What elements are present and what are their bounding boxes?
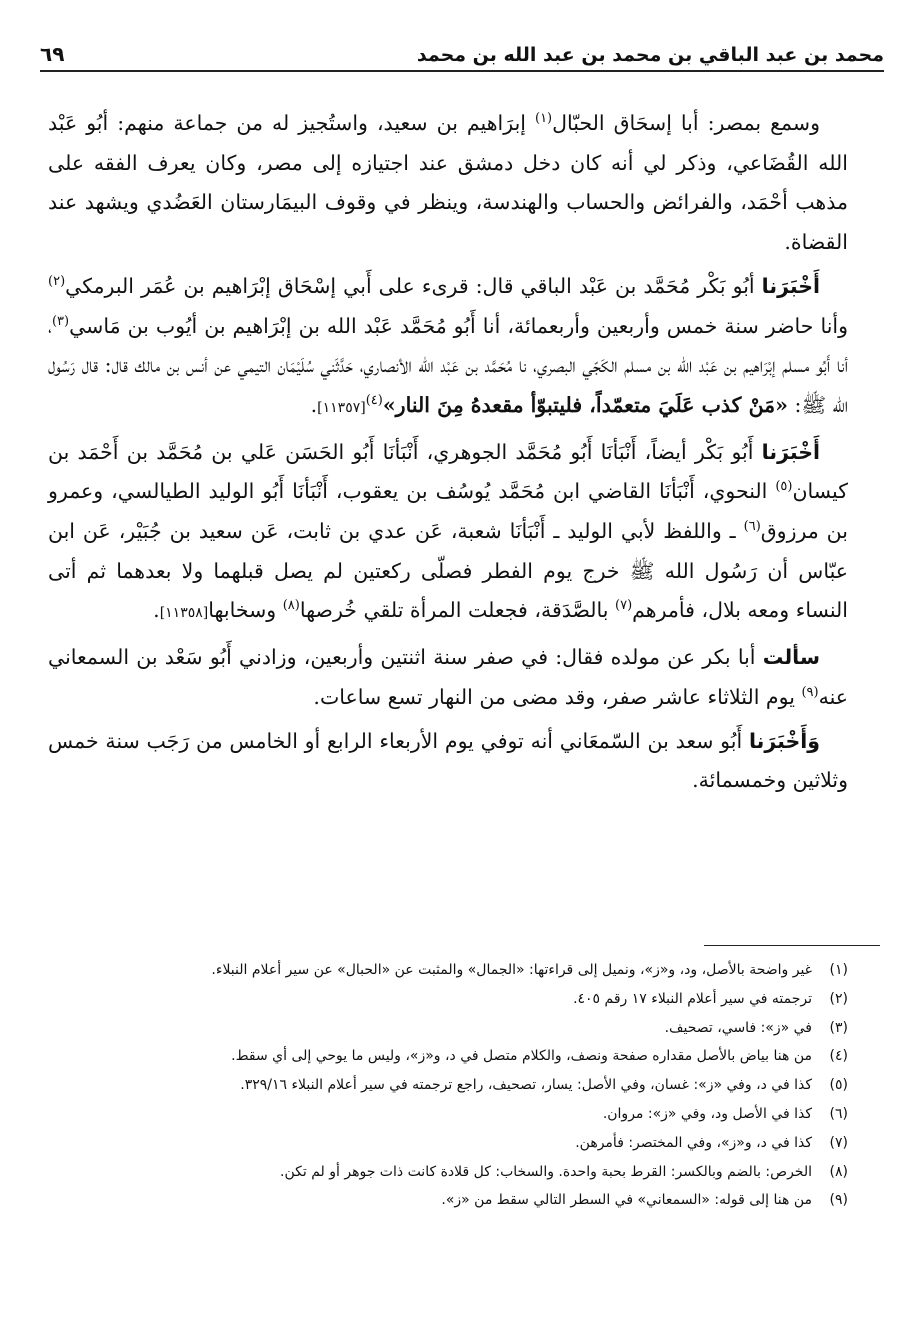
footnote [60, 1158, 848, 1187]
page-number: ٦٩ [40, 42, 65, 66]
paragraph-lead-word: سألت [762, 645, 821, 670]
footnote-marker: (١) [534, 111, 553, 127]
paragraph-1 [48, 104, 848, 263]
paragraph-5 [48, 722, 848, 801]
paragraph-3 [48, 433, 848, 635]
footnote-text: كذا في د، و«ز»، وفي المختصر: فأمرهن. [575, 1134, 812, 1151]
paragraph-text: إبرَاهيم بن سعيد، واستُجيز له من جماعة منهم: أبُو عَبْد الله القُضَاعي، وذكر لي أنه كان دخل دمشق عند اجتيازه إلى مصر، وكان يعرف الفقه على مذهب أحْمَد، والفرائض والحساب والهندسة، وينظر في وقوف البيمَارستان العَضُدي ويشهد عند القضاة. [48, 111, 848, 255]
footnote-text: في «ز»: فاسي، تصحيف. [664, 1019, 812, 1036]
paragraph-text: ـ واللفظ لأبي الوليد ـ أَنْبَأنَا شعبة، عَن عدي بن ثابت، عَن سعيد بن جُبَيْر، عَن ابن عبّاس أن رَسُول الله ﷺ خرج يوم الفطر فصلّى ركعتين لم يصل قبلهما ولا بعدهما ثم أتى النساء ومعه بلال، فأمرهم [48, 519, 848, 623]
footnote-number: (٢) [829, 990, 848, 1007]
footnote-number: (٣) [829, 1019, 848, 1036]
paragraph-end: . [310, 392, 318, 417]
footnotes [60, 956, 848, 1215]
footnote-text: ترجمته في سير أعلام النبلاء ١٧ رقم ٤٠٥. [573, 990, 812, 1007]
footnote-marker: (٧) [615, 598, 633, 614]
footnote-text: غير واضحة بالأصل، ود، و«ز»، ونميل إلى قراءتها: «الجمال» والمثبت عن «الحبال» عن سير أعلام النبلاء. [211, 962, 812, 978]
footnote-number: (٧) [829, 1134, 848, 1151]
footnote-marker: (٨) [282, 598, 300, 614]
footnote-number: (٦) [829, 1105, 848, 1122]
paragraph-text: وسخابها [208, 598, 283, 623]
footnote [60, 956, 848, 985]
paragraph-text: النحوي، أَنْبَأنَا القاضي ابن مُحَمَّد يُوسُف بن يعقوب، أَنْبَأنَا أَبُو الوليد الطيالسي، وعمرو بن مرزوق [48, 479, 848, 544]
footnote [60, 1100, 848, 1129]
footnote-text: كذا في الأصل ود، وفي «ز»: مروان. [602, 1105, 812, 1122]
footnote-number: (٥) [829, 1077, 848, 1094]
footnote-marker: (٩) [801, 685, 819, 701]
footnote-text: من هنا إلى قوله: «السمعاني» في السطر التالي سقط من «ز». [441, 1192, 812, 1209]
hadith-number: [١١٣٥٧] [317, 399, 366, 416]
footnote-text: الخرص: بالضم وبالكسر: القرط بحبة واحدة. والسخاب: كل قلادة كانت ذات جوهر أو لم تكن. [280, 1163, 812, 1180]
main-text [48, 104, 848, 805]
footnote-marker: (٥) [775, 479, 793, 495]
paragraph-lead-word: وَأَخْبَرَنا [748, 728, 820, 753]
footnote-divider [704, 945, 880, 946]
paragraph-4 [48, 638, 848, 717]
footnote-number: (٩) [829, 1192, 848, 1209]
footnote [60, 985, 848, 1014]
paragraph-end: . [153, 598, 160, 623]
footnote-marker: (٤) [365, 393, 383, 409]
hadith-number: [١١٣٥٨] [159, 605, 209, 622]
footnote-number: (٤) [829, 1048, 848, 1065]
paragraph-text: أبُو بَكْر مُحَمَّد بن عَبْد الباقي قال: قرىء على أَبي إسْحَاق إبْرَاهيم بن عُمَر البرمكي [65, 273, 762, 298]
paragraph-lead-word: أَخْبَرَنا [761, 439, 820, 464]
footnote [60, 1014, 848, 1043]
footnote [60, 1129, 848, 1158]
paragraph-text: أَبُو سعد بن السّمعَاني أنه توفي يوم الأربعاء الرابع أو الخامس من رَجَب سنة خمس وثلاثين وخمسمائة. [48, 728, 848, 793]
paragraph-lead-word: أَخْبَرَنا [761, 273, 820, 298]
footnote-marker: (٦) [743, 519, 761, 535]
footnote-marker: (٣) [51, 313, 70, 329]
footnote-number: (٨) [829, 1163, 848, 1180]
footnote-text: من هنا بياض بالأصل مقداره صفحة ونصف، والكلام متصل في د، و«ز»، وليس ما يوحي إلى أي سقط. [231, 1048, 812, 1065]
paragraph-text: أبا بكر عن مولده فقال: في صفر سنة اثنتين وأربعين، وزادني أَبُو سَعْد بن السمعاني عنه [48, 645, 848, 709]
footnote-text: كذا في د، وفي «ز»: غسان، وفي الأصل: يسار، تصحيف، راجع ترجمته في سير أعلام النبلاء ٣٢٩/١٦. [240, 1077, 812, 1094]
running-title: محمد بن عبد الباقي بن محمد بن عبد الله بن محمد [416, 44, 884, 66]
footnote [60, 1186, 848, 1215]
paragraph-text: وسمع بمصر: أبا إسحَاق الحبّال [552, 111, 820, 135]
footnote [60, 1042, 848, 1071]
paragraph-text: يوم الثلاثاء عاشر صفر، وقد مضى من النهار تسع ساعات. [313, 684, 802, 709]
footnote-marker: (٢) [48, 273, 66, 289]
paragraph-text: بالصَّدَقة، فجعلت المرأة تلقي خُرصها [299, 598, 615, 623]
footnote [60, 1071, 848, 1100]
paragraph-text: ، أنا أَبُو مسلم إبْرَاهيم بن عَبْد الله بن مسلم الكَجّي البصري، نا مُحَمَّد بن عَبْد الله الأنصاري، حَدَّثَني سُلَيْمَان التيمي عن أنس بن مالك قال: قال رَسُول الله ﷺ: [48, 313, 848, 417]
page-header [40, 34, 884, 72]
footnote-number: (١) [829, 962, 848, 978]
paragraph-text: وأنا حاضر سنة خمس وأربعين وأربعمائة، أنا أَبُو مُحَمَّد عَبْد الله بن إبْرَاهيم بن أيُوب بن مَاسي [69, 313, 848, 338]
paragraph-2 [48, 267, 848, 429]
hadith-quote: «مَنْ كذب عَلَيَ متعمّداً، فليتبوّأ مقعدهُ مِنَ النار» [382, 392, 788, 417]
paragraph-text: أَبُو بَكْر أيضاً، أَنْبَأنَا أَبُو مُحَمَّد الجوهري، أَنْبَأنَا أَبُو الحَسَن عَلي بن مُحَمَّد بن أَحْمَد بن كيسان [48, 439, 848, 504]
